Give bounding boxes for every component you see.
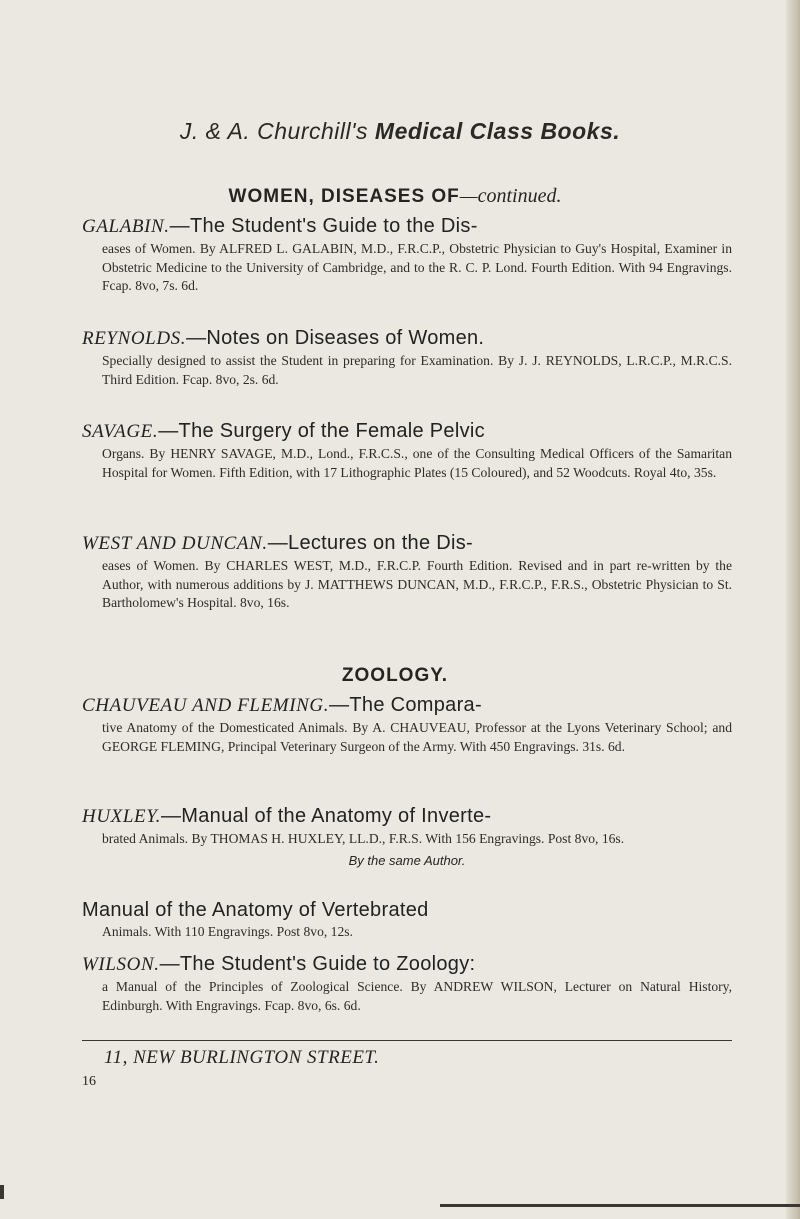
entry-huxley <box>82 803 732 872</box>
entry-head <box>82 418 732 445</box>
entry-savage <box>82 418 732 482</box>
entry-galabin <box>82 213 732 296</box>
section-heading-continued: —continued. <box>459 185 562 207</box>
entry-description: tive Anatomy of the Domesticated Animals. By A. CHAUVEAU, Professor at the Lyons Veterinary School; and GEORGE FLEMING, Principal Veterinary Surgeon of the Army. With 450 Engravings. 31s. 6d. <box>102 720 732 754</box>
entry-title: —Lectures on the Dis- <box>267 532 474 554</box>
footer-rule <box>82 1040 732 1041</box>
entry-description: eases of Women. By CHARLES WEST, M.D., F.R.C.P. Fourth Edition. Revised and in part re-written by the Author, with numerous additions by J. MATTHEWS DUNCAN, M.D., F.R.C.P., F.R.S., Obstetric Physician to St. Bartholomew's Hospital. 8vo, 16s. <box>102 558 732 611</box>
running-head-title-part2: Medical Class Books. <box>374 118 621 144</box>
entry-author: SAVAGE. <box>82 421 159 442</box>
running-head-title-part1: Churchill's <box>257 118 369 144</box>
section-heading-text: WOMEN, DISEASES OF <box>228 186 460 207</box>
running-head <box>0 118 800 145</box>
entry-head <box>82 951 732 978</box>
entry-chauveau-fleming <box>82 692 732 756</box>
entry-description: eases of Women. By ALFRED L. GALABIN, M.D., F.R.C.P., Obstetric Physician to Guy's Hospital, Examiner in Obstetric Medicine to the University of Cambridge, and to the R. C. P. Lond. Fourth Edition. With 94 Engravings. Fcap. 8vo, 7s. 6d. <box>102 241 732 294</box>
entry-title: —The Compara- <box>329 694 482 716</box>
entry-description: a Manual of the Principles of Zoological Science. By ANDREW WILSON, Lecturer on Natural History, Edinburgh. With Engravings. Fcap. 8vo, 6s. 6d. <box>102 979 732 1013</box>
entry-head <box>82 897 732 923</box>
entry-author: WILSON. <box>82 954 160 975</box>
entry-author: WEST AND DUNCAN. <box>82 533 268 554</box>
entry-huxley-vertebrated <box>82 897 732 942</box>
entry-author: CHAUVEAU AND FLEMING. <box>82 695 330 716</box>
entry-author: HUXLEY. <box>82 806 161 827</box>
section-heading-text: ZOOLOGY. <box>341 665 449 686</box>
entry-wilson <box>82 951 732 1015</box>
entry-west-duncan <box>82 530 732 613</box>
entry-description: Animals. With 110 Engravings. Post 8vo, 12s. <box>102 924 353 939</box>
entry-head <box>82 325 732 352</box>
entry-reynolds <box>82 325 732 389</box>
entry-title: —The Student's Guide to the Dis- <box>169 215 478 237</box>
entry-title: —The Student's Guide to Zoology: <box>159 953 476 975</box>
publisher-address: 11, NEW BURLINGTON STREET. <box>104 1047 380 1068</box>
entry-title: —The Surgery of the Female Pelvic <box>158 420 485 442</box>
entry-head <box>82 530 732 557</box>
section-heading-zoology <box>0 665 790 687</box>
entry-description: Specially designed to assist the Student in preparing for Examination. By J. J. REYNOLDS, L.R.C.P., M.R.C.S. Third Edition. Fcap. 8vo, 2s. 6d. <box>102 353 732 387</box>
entry-head <box>82 213 732 240</box>
entry-title: Manual of the Anatomy of Vertebrated <box>82 899 429 921</box>
section-heading-women <box>0 185 790 208</box>
entry-description: brated Animals. By THOMAS H. HUXLEY, LL.D., F.R.S. With 156 Engravings. Post 8vo, 16s. <box>102 831 625 846</box>
entry-author: REYNOLDS. <box>82 328 187 349</box>
page-bottom-edge <box>440 1204 800 1207</box>
running-head-initials: J. & A. <box>179 118 251 144</box>
page-edge-shadow <box>786 0 800 1219</box>
page-left-mark <box>0 1185 4 1199</box>
page-number: 16 <box>82 1074 96 1089</box>
entry-description: Organs. By HENRY SAVAGE, M.D., Lond., F.R.C.S., one of the Consulting Medical Officers of the Samaritan Hospital for Women. Fifth Edition, with 17 Lithographic Plates (15 Coloured), and 52 Woodcuts. Royal 4to, 35s. <box>102 446 732 480</box>
by-same-author-note: By the same Author. <box>348 852 466 868</box>
entry-author: GALABIN. <box>82 216 170 237</box>
entry-title: —Manual of the Anatomy of Inverte- <box>161 805 492 827</box>
entry-head <box>82 803 732 830</box>
entry-head <box>82 692 732 719</box>
entry-title: —Notes on Diseases of Women. <box>186 327 485 349</box>
